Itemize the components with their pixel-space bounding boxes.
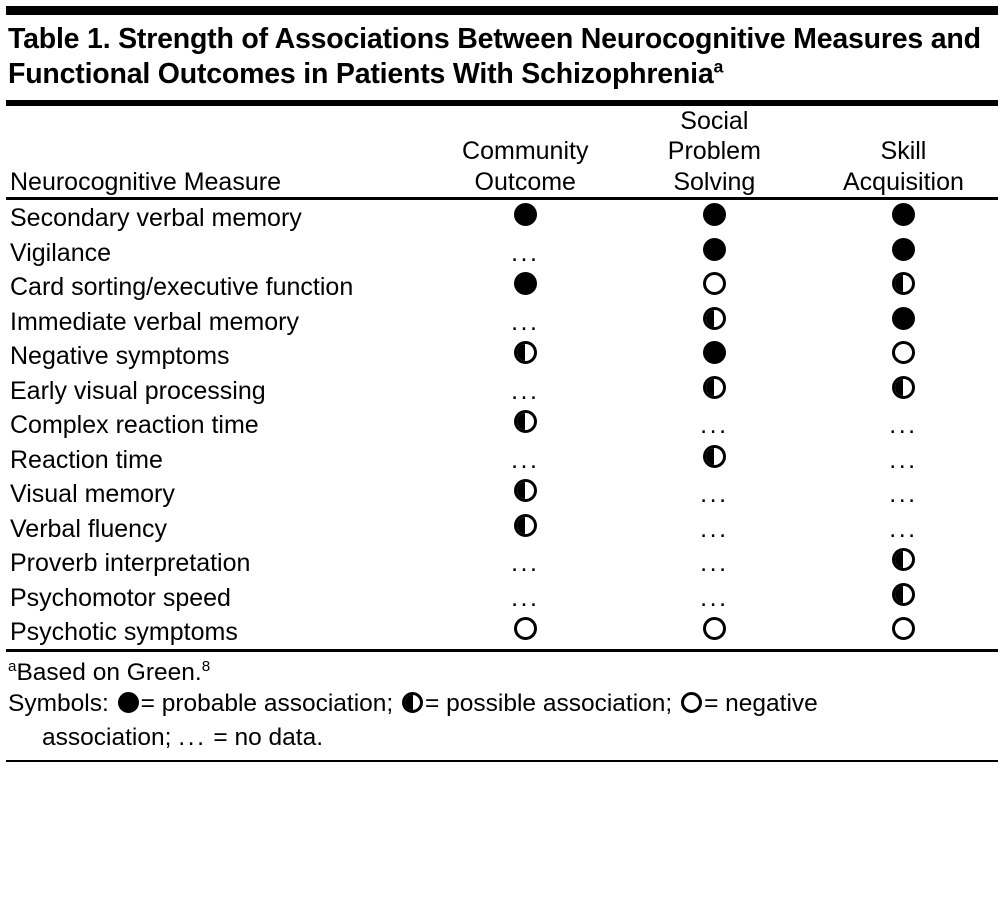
- community-dots: ...: [511, 445, 540, 474]
- cell-community-outcome: [431, 580, 620, 615]
- skill-half-circle-icon: [892, 547, 915, 580]
- skill-half-circle-icon: [892, 582, 915, 615]
- social-half-circle-icon: [703, 375, 726, 408]
- social-open-circle-icon: [703, 616, 726, 649]
- skill-open-circle-icon: [892, 340, 915, 373]
- top-rule: [6, 6, 998, 15]
- skill-dots: ...: [889, 445, 918, 474]
- cell-social-problem-solving: [620, 200, 809, 235]
- table-row: [6, 338, 998, 373]
- community-half-circle-icon: [514, 513, 537, 546]
- row-measure-label: Proverb interpretation: [10, 549, 251, 578]
- footnote-legend-continued: [8, 721, 996, 753]
- legend-dots-icon: ...: [178, 723, 207, 752]
- social-filled-circle-icon: [703, 237, 726, 270]
- column-header-skill-acquisition: [809, 106, 998, 198]
- social-filled-circle-icon: [703, 340, 726, 373]
- cell-skill-acquisition: [809, 442, 998, 477]
- cell-community-outcome: [431, 442, 620, 477]
- cell-skill-acquisition: [809, 511, 998, 546]
- column-header-community-line1: Community: [462, 137, 589, 166]
- social-open-circle-icon: [703, 271, 726, 304]
- cell-skill-acquisition: [809, 235, 998, 270]
- cell-community-outcome: [431, 235, 620, 270]
- table-body: [6, 200, 998, 649]
- column-header-social-line3: Solving: [673, 167, 756, 196]
- skill-half-circle-icon: [892, 271, 915, 304]
- social-dots: ...: [700, 583, 729, 612]
- footnote-legend: [8, 688, 996, 754]
- cell-social-problem-solving: [620, 407, 809, 442]
- row-measure-label: Complex reaction time: [10, 411, 259, 440]
- cell-skill-acquisition: [809, 373, 998, 408]
- cell-community-outcome: [431, 511, 620, 546]
- skill-dots: ...: [889, 480, 918, 509]
- table-row: [6, 373, 998, 408]
- cell-skill-acquisition: [809, 545, 998, 580]
- skill-half-circle-icon: [892, 375, 915, 408]
- skill-filled-circle-icon: [892, 306, 915, 339]
- skill-dots: ...: [889, 514, 918, 543]
- row-measure-label: Visual memory: [10, 480, 175, 509]
- footnote-source-reference: 8: [201, 657, 211, 675]
- legend-half-circle-icon: [402, 690, 423, 721]
- cell-skill-acquisition: [809, 338, 998, 373]
- cell-social-problem-solving: [620, 269, 809, 304]
- skill-dots: ...: [889, 411, 918, 440]
- community-half-circle-icon: [514, 478, 537, 511]
- row-measure-label: Psychotic symptoms: [10, 618, 238, 647]
- row-measure-label: Reaction time: [10, 445, 163, 474]
- cell-social-problem-solving: [620, 442, 809, 477]
- table-row: [6, 269, 998, 304]
- cell-social-problem-solving: [620, 614, 809, 649]
- cell-community-outcome: [431, 338, 620, 373]
- cell-skill-acquisition: [809, 476, 998, 511]
- cell-skill-acquisition: [809, 614, 998, 649]
- footnote-legend-possible: = possible association;: [425, 689, 673, 717]
- column-header-social-line1: Social: [680, 106, 749, 135]
- table-row: [6, 545, 998, 580]
- legend-filled-circle-icon: [118, 690, 139, 721]
- column-header-skill-line1: Skill: [880, 137, 927, 166]
- cell-community-outcome: [431, 269, 620, 304]
- community-open-circle-icon: [514, 616, 537, 649]
- cell-community-outcome: [431, 545, 620, 580]
- cell-skill-acquisition: [809, 200, 998, 235]
- column-header-social-line2: Problem: [667, 137, 761, 166]
- cell-social-problem-solving: [620, 580, 809, 615]
- footnote-legend-nodata: = no data.: [213, 724, 324, 752]
- community-dots: ...: [511, 583, 540, 612]
- social-dots: ...: [700, 549, 729, 578]
- community-dots: ...: [511, 376, 540, 405]
- row-measure-label: Secondary verbal memory: [10, 204, 302, 233]
- column-header-measure: [6, 106, 431, 198]
- footnote-legend-negative-cont: association;: [42, 724, 172, 752]
- column-header-measure-line: Neurocognitive Measure: [10, 167, 281, 196]
- table-row: [6, 442, 998, 477]
- table-row: [6, 200, 998, 235]
- community-dots: ...: [511, 238, 540, 267]
- social-dots: ...: [700, 514, 729, 543]
- cell-social-problem-solving: [620, 545, 809, 580]
- table-row: [6, 476, 998, 511]
- footnote-source-text: Based on Green.: [16, 658, 202, 686]
- table-footnotes: [6, 652, 998, 760]
- table-title-text: Table 1. Strength of Associations Between Neurocognitive Measures and Functional Outcomes in Patients With Schizophrenia: [8, 23, 981, 90]
- cell-skill-acquisition: [809, 304, 998, 339]
- cell-skill-acquisition: [809, 580, 998, 615]
- table-header-row: [6, 106, 998, 198]
- table-row: [6, 580, 998, 615]
- cell-social-problem-solving: [620, 373, 809, 408]
- column-header-community-line2: Outcome: [474, 167, 576, 196]
- social-dots: ...: [700, 480, 729, 509]
- cell-social-problem-solving: [620, 338, 809, 373]
- cell-community-outcome: [431, 476, 620, 511]
- footnote-source-marker: a: [8, 657, 17, 675]
- community-filled-circle-icon: [514, 271, 537, 304]
- social-dots: ...: [700, 411, 729, 440]
- row-measure-label: Immediate verbal memory: [10, 307, 299, 336]
- table-row: [6, 407, 998, 442]
- cell-community-outcome: [431, 373, 620, 408]
- cell-community-outcome: [431, 407, 620, 442]
- skill-filled-circle-icon: [892, 202, 915, 235]
- table-figure: [0, 6, 1004, 914]
- community-half-circle-icon: [514, 409, 537, 442]
- social-half-circle-icon: [703, 306, 726, 339]
- footnote-legend-label: Symbols:: [8, 689, 109, 717]
- skill-open-circle-icon: [892, 616, 915, 649]
- skill-filled-circle-icon: [892, 237, 915, 270]
- associations-table: [6, 106, 998, 198]
- footnote-legend-probable: = probable association;: [140, 689, 394, 717]
- cell-community-outcome: [431, 304, 620, 339]
- community-dots: ...: [511, 549, 540, 578]
- cell-skill-acquisition: [809, 269, 998, 304]
- table-row: [6, 235, 998, 270]
- cell-skill-acquisition: [809, 407, 998, 442]
- table-title-footnote-marker: a: [713, 56, 724, 77]
- column-header-community-outcome: [431, 106, 620, 198]
- table-row: [6, 511, 998, 546]
- cell-social-problem-solving: [620, 511, 809, 546]
- row-measure-label: Psychomotor speed: [10, 583, 231, 612]
- table-header: [6, 106, 998, 198]
- row-measure-label: Early visual processing: [10, 376, 266, 405]
- column-header-skill-line2: Acquisition: [842, 167, 964, 196]
- community-dots: ...: [511, 307, 540, 336]
- social-half-circle-icon: [703, 444, 726, 477]
- table-row: [6, 304, 998, 339]
- associations-table-body: [6, 200, 998, 649]
- table-title: [6, 15, 998, 100]
- row-measure-label: Vigilance: [10, 238, 112, 267]
- cell-social-problem-solving: [620, 304, 809, 339]
- community-half-circle-icon: [514, 340, 537, 373]
- row-measure-label: Verbal fluency: [10, 514, 168, 543]
- community-filled-circle-icon: [514, 202, 537, 235]
- bottom-rule: [6, 760, 998, 762]
- cell-community-outcome: [431, 200, 620, 235]
- social-filled-circle-icon: [703, 202, 726, 235]
- table-row: [6, 614, 998, 649]
- column-header-social-problem-solving: [620, 106, 809, 198]
- footnote-source: [8, 657, 996, 688]
- cell-community-outcome: [431, 614, 620, 649]
- row-measure-label: Negative symptoms: [10, 342, 230, 371]
- legend-open-circle-icon: [681, 690, 702, 721]
- footnote-legend-negative: = negative: [704, 689, 818, 717]
- cell-social-problem-solving: [620, 476, 809, 511]
- cell-social-problem-solving: [620, 235, 809, 270]
- row-measure-label: Card sorting/executive function: [10, 273, 354, 302]
